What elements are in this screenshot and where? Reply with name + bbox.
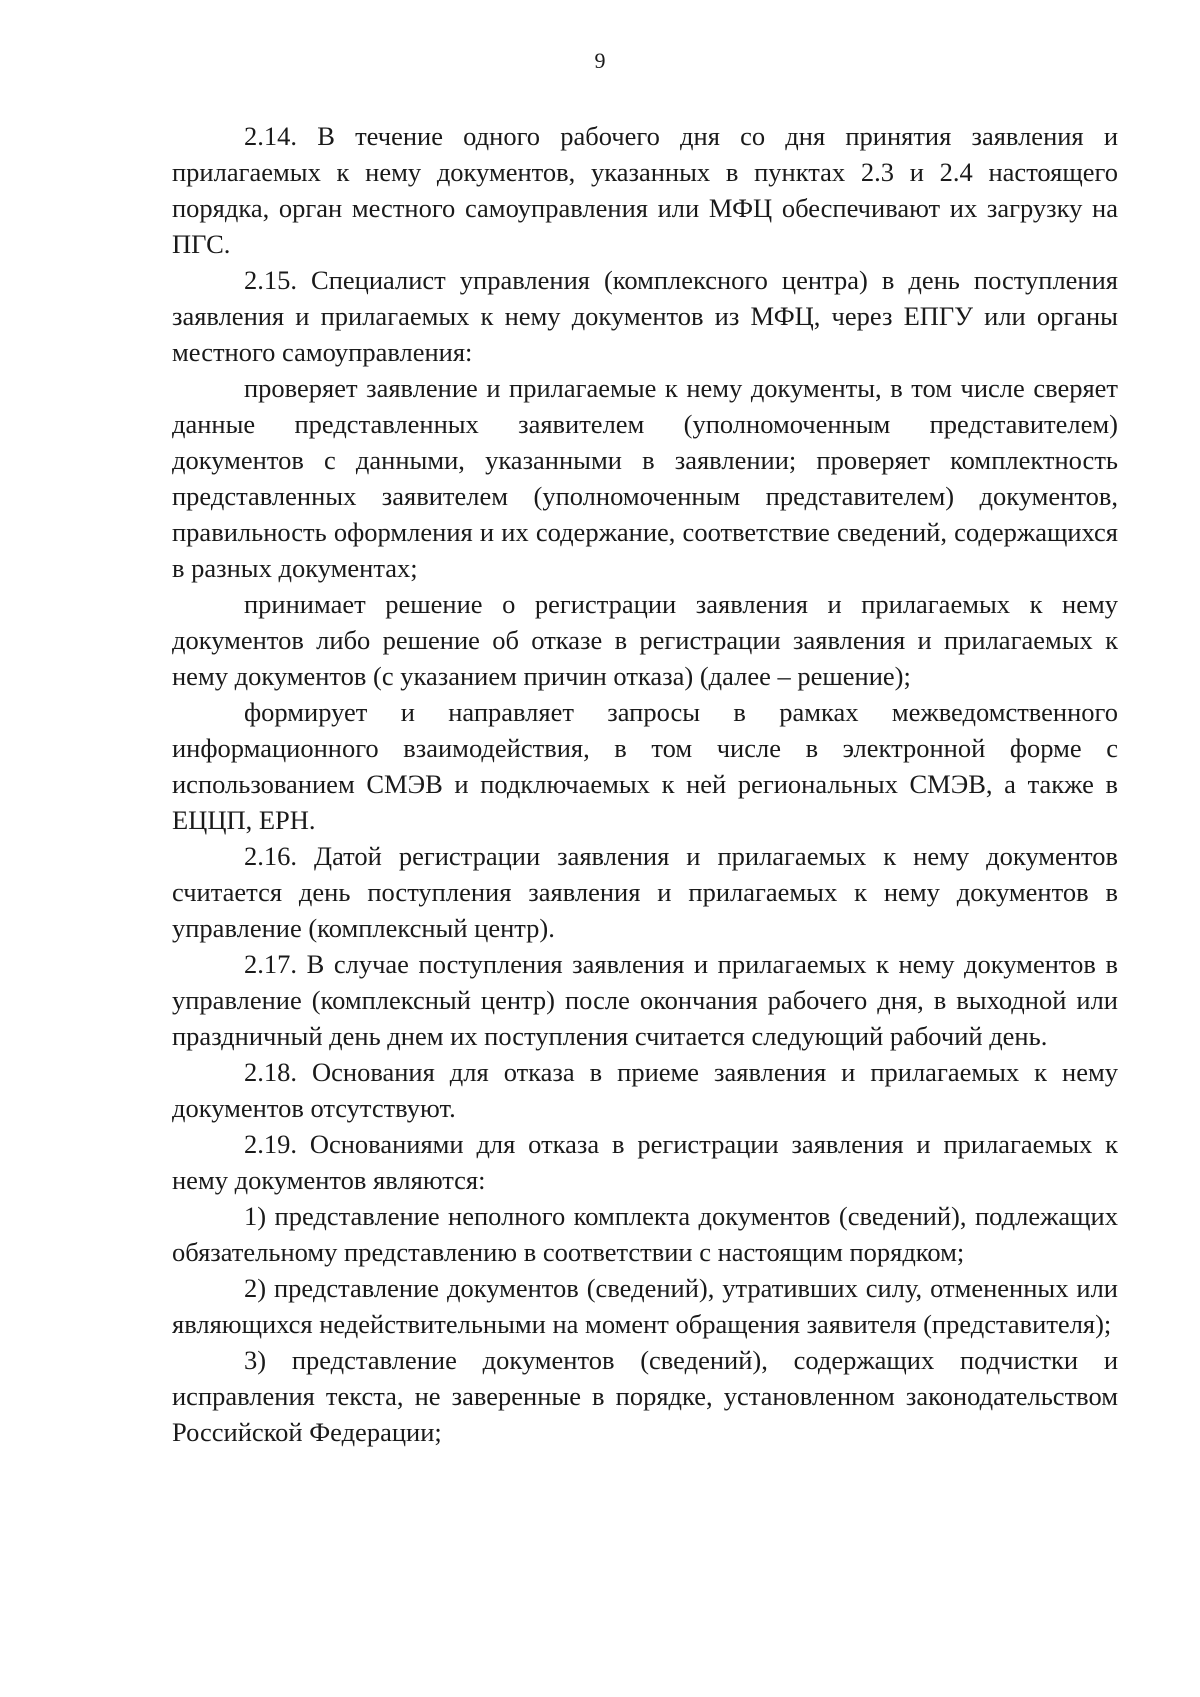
paragraph-makes-decision: принимает решение о регистрации заявления и прилагаемых к нему документов либо решение об отказе в регистрации заявления и прилагаемых к нему документов (с указанием причин отказа) (далее – решение);	[172, 589, 1118, 691]
list-item-2: 2) представление документов (сведений), утративших силу, отмененных или являющихся недействительными на момент обращения заявителя (представителя);	[172, 1273, 1118, 1339]
paragraph-2-16: 2.16. Датой регистрации заявления и прилагаемых к нему документов считается день поступления заявления и прилагаемых к нему документов в управление (комплексный центр).	[172, 841, 1118, 943]
paragraph-2-19: 2.19. Основаниями для отказа в регистрации заявления и прилагаемых к нему документов являются:	[172, 1129, 1118, 1195]
document-body	[172, 118, 1118, 1450]
paragraph-2-15: 2.15. Специалист управления (комплексного центра) в день поступления заявления и прилагаемых к нему документов из МФЦ, через ЕПГУ или органы местного самоуправления:	[172, 265, 1118, 367]
list-item-3: 3) представление документов (сведений), содержащих подчистки и исправления текста, не заверенные в порядке, установленном законодательством Российской Федерации;	[172, 1345, 1118, 1447]
paragraph-checks-application: проверяет заявление и прилагаемые к нему документы, в том числе сверяет данные представленных заявителем (уполномоченным представителем) документов с данными, указанными в заявлении; проверяет комплектность представленных заявителем (уполномоченным представителем) документов, правильность оформления и их содержание, соответствие сведений, содержащихся в разных документах;	[172, 373, 1118, 583]
paragraph-2-14: 2.14. В течение одного рабочего дня со дня принятия заявления и прилагаемых к нему документов, указанных в пунктах 2.3 и 2.4 настоящего порядка, орган местного самоуправления или МФЦ обеспечивают их загрузку на ПГС.	[172, 121, 1118, 259]
paragraph-forms-requests: формирует и направляет запросы в рамках межведомственного информационного взаимодействия, в том числе в электронной форме с использованием СМЭВ и подключаемых к ней региональных СМЭВ, а также в ЕЦЦП, ЕРН.	[172, 697, 1118, 835]
page-number: 9	[594, 48, 606, 73]
list-item-1: 1) представление неполного комплекта документов (сведений), подлежащих обязательному представлению в соответствии с настоящим порядком;	[172, 1201, 1118, 1267]
paragraph-2-17: 2.17. В случае поступления заявления и прилагаемых к нему документов в управление (комплексный центр) после окончания рабочего дня, в выходной или праздничный день днем их поступления считается следующий рабочий день.	[172, 949, 1118, 1051]
paragraph-2-18: 2.18. Основания для отказа в приеме заявления и прилагаемых к нему документов отсутствуют.	[172, 1057, 1118, 1123]
